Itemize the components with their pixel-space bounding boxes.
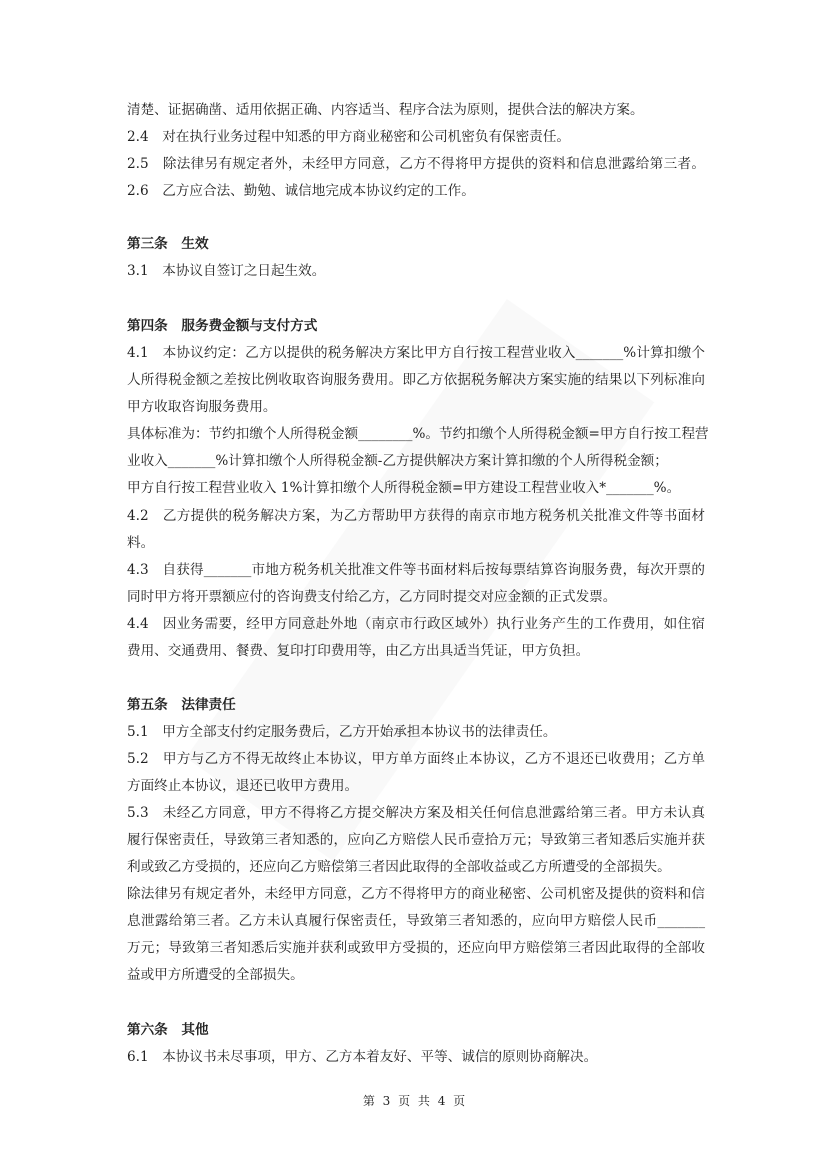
text-line: 清楚、证据确凿、适用依据正确、内容适当、程序合法为原则，提供合法的解决方案。 [127, 102, 644, 118]
clause-2-6: 2.6 乙方应合法、勤勉、诚信地完成本协议约定的工作。 [127, 183, 475, 199]
text-line: 履行保密责任，导致第三者知悉的，应向乙方赔偿人民币壹拾万元；导致第三者知悉后实施并获 [127, 832, 705, 848]
text-line: 具体标准为：节约扣缴个人所得税金额________%。节约扣缴个人所得税金额=甲方自行按工程营 [127, 426, 709, 442]
clause-2-4: 2.4 对在执行业务过程中知悉的甲方商业秘密和公司机密负有保密责任。 [127, 129, 571, 145]
text-line: 益或甲方所遭受的全部损失。 [127, 967, 304, 983]
section-6-title: 第六条 其他 [127, 1022, 209, 1038]
text-line: 人所得税金额之差按比例收取咨询服务费用。即乙方依据税务解决方案实施的结果以下列标准向 [127, 372, 705, 388]
text-line: 同时甲方将开票额应付的咨询费支付给乙方，乙方同时提交对应金额的正式发票。 [127, 589, 617, 605]
text-line: 万元；导致第三者知悉后实施并获利或致甲方受损的，还应向甲方赔偿第三者因此取得的全部收 [127, 940, 705, 956]
section-5-title: 第五条 法律责任 [127, 697, 236, 713]
section-4-title: 第四条 服务费金额与支付方式 [127, 318, 318, 334]
text-line: 除法律另有规定者外，未经甲方同意，乙方不得将甲方的商业秘密、公司机密及提供的资料和信 [127, 886, 705, 902]
text-line: 料。 [127, 535, 155, 551]
section-3-title: 第三条 生效 [127, 236, 209, 252]
clause-6-1: 6.1 本协议书未尽事项，甲方、乙方本着友好、平等、诚信的原则协商解决。 [127, 1049, 598, 1065]
clause-2-5: 2.5 除法律另有规定者外，未经甲方同意，乙方不得将甲方提供的资料和信息泄露给第三者。 [127, 156, 705, 172]
text-line: 方面终止本协议，退还已收甲方费用。 [127, 778, 359, 794]
text-line: 甲方自行按工程营业收入 1%计算扣缴个人所得税金额=甲方建设工程营业收入*_______%。 [127, 480, 681, 496]
clause-4-1: 4.1 本协议约定：乙方以提供的税务解决方案比甲方自行按工程营业收入_______%计算扣缴个 [127, 345, 705, 361]
clause-3-1: 3.1 本协议自签订之日起生效。 [127, 263, 326, 279]
clause-4-3: 4.3 自获得_______市地方税务机关批准文件等书面材料后按每票结算咨询服务费，每次开票的 [127, 562, 705, 578]
text-line: 业收入_______%计算扣缴个人所得税金额-乙方提供解决方案计算扣缴的个人所得税金额； [127, 453, 668, 469]
text-line: 息泄露给第三者。乙方未认真履行保密责任，导致第三者知悉的，应向甲方赔偿人民币_______ [127, 913, 705, 929]
clause-4-4: 4.4 因业务需要，经甲方同意赴外地（南京市行政区域外）执行业务产生的工作费用，如住宿 [127, 616, 705, 632]
clause-5-2: 5.2 甲方与乙方不得无故终止本协议，甲方单方面终止本协议，乙方不退还已收费用；乙方单 [127, 751, 705, 767]
clause-5-1: 5.1 甲方全部支付约定服务费后，乙方开始承担本协议书的法律责任。 [127, 724, 557, 740]
text-line: 甲方收取咨询服务费用。 [127, 399, 277, 415]
clause-4-2: 4.2 乙方提供的税务解决方案，为乙方帮助甲方获得的南京市地方税务机关批准文件等书面材 [127, 508, 705, 524]
page-footer: 第 3 页 共 4 页 [362, 1094, 468, 1108]
clause-5-3: 5.3 未经乙方同意，甲方不得将乙方提交解决方案及相关任何信息泄露给第三者。甲方未认真 [127, 805, 705, 821]
text-line: 利或致乙方受损的，还应向乙方赔偿第三者因此取得的全部收益或乙方所遭受的全部损失。 [127, 859, 671, 875]
text-line: 费用、交通费用、餐费、复印打印费用等，由乙方出具适当凭证，甲方负担。 [127, 643, 590, 659]
